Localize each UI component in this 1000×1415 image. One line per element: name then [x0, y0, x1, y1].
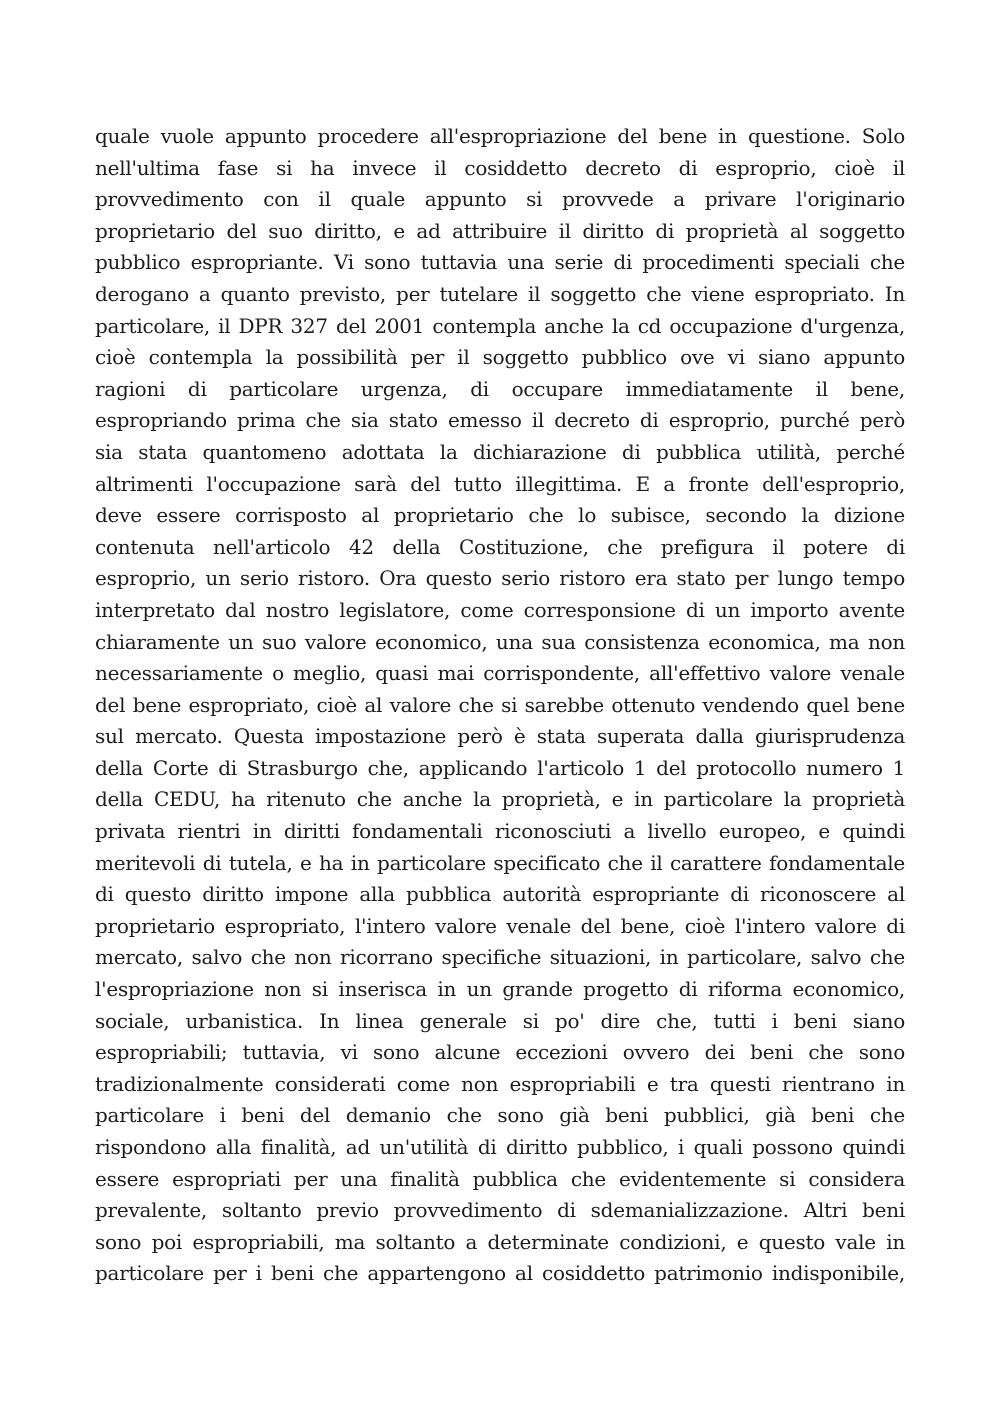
text-line: particolare per i beni che appartengono al cosiddetto patrimonio indisponibile, [95, 1261, 905, 1286]
text-line: privata rientri in diritti fondamentali riconosciuti a livello europeo, e quindi [95, 819, 905, 844]
text-line: deve essere corrisposto al proprietario che lo subisce, secondo la dizione [95, 503, 905, 528]
text-line: espropriabili; tuttavia, vi sono alcune eccezioni ovvero dei beni che sono [95, 1040, 905, 1065]
text-line: interpretato dal nostro legislatore, come corresponsione di un importo avente [95, 597, 905, 622]
text-line: proprietario del suo diritto, e ad attribuire il diritto di proprietà al soggetto [95, 218, 905, 243]
text-line: proprietario espropriato, l'intero valore venale del bene, cioè l'intero valore di [95, 913, 905, 938]
text-line: del bene espropriato, cioè al valore che si sarebbe ottenuto vendendo quel bene [95, 692, 905, 717]
text-line: contenuta nell'articolo 42 della Costituzione, che prefigura il potere di [95, 534, 905, 559]
document-body [95, 121, 905, 1290]
text-line: l'espropriazione non si inserisca in un grande progetto di riforma economico, [95, 977, 905, 1002]
text-line: esproprio, un serio ristoro. Ora questo serio ristoro era stato per lungo tempo [95, 566, 905, 591]
text-line: sul mercato. Questa impostazione però è stata superata dalla giurisprudenza [95, 724, 905, 749]
text-line: sono poi espropriabili, ma soltanto a determinate condizioni, e questo vale in [95, 1229, 905, 1254]
text-line: necessariamente o meglio, quasi mai corrispondente, all'effettivo valore venale [95, 661, 905, 686]
text-line: sociale, urbanistica. In linea generale si po' dire che, tutti i beni siano [95, 1008, 905, 1033]
text-line: essere espropriati per una finalità pubblica che evidentemente si considera [95, 1166, 905, 1191]
text-line: particolare, il DPR 327 del 2001 contempla anche la cd occupazione d'urgenza, [95, 313, 905, 338]
text-line: cioè contempla la possibilità per il soggetto pubblico ove vi siano appunto [95, 345, 905, 370]
text-line: chiaramente un suo valore economico, una sua consistenza economica, ma non [95, 629, 905, 654]
text-line: ragioni di particolare urgenza, di occupare immediatamente il bene, [95, 376, 905, 401]
text-line: quale vuole appunto procedere all'espropriazione del bene in questione. Solo [95, 124, 905, 148]
text-line: prevalente, soltanto previo provvedimento di sdemanializzazione. Altri beni [95, 1198, 905, 1223]
text-line: rispondono alla finalità, ad un'utilità di diritto pubblico, i quali possono quindi [95, 1135, 905, 1159]
text-line: meritevoli di tutela, e ha in particolare specificato che il carattere fondamentale [95, 850, 905, 875]
text-line: della CEDU, ha ritenuto che anche la proprietà, e in particolare la proprietà [95, 787, 905, 812]
text-line: pubblico espropriante. Vi sono tuttavia una serie di procedimenti speciali che [95, 250, 905, 275]
text-line: tradizionalmente considerati come non espropriabili e tra questi rientrano in [95, 1071, 905, 1096]
text-line: espropriando prima che sia stato emesso il decreto di esproprio, purché però [95, 408, 905, 433]
text-line: altrimenti l'occupazione sarà del tutto illegittima. E a fronte dell'esproprio, [95, 471, 905, 496]
text-line: della Corte di Strasburgo che, applicando l'articolo 1 del protocollo numero 1 [95, 755, 905, 780]
text-line: nell'ultima fase si ha invece il cosiddetto decreto di esproprio, cioè il [95, 155, 905, 180]
text-line: mercato, salvo che non ricorrano specifiche situazioni, in particolare, salvo che [95, 945, 905, 970]
text-line: sia stata quantomeno adottata la dichiarazione di pubblica utilità, perché [95, 439, 905, 464]
text-line: derogano a quanto previsto, per tutelare il soggetto che viene espropriato. In [95, 281, 905, 306]
text-line: particolare i beni del demanio che sono già beni pubblici, già beni che [95, 1103, 905, 1128]
text-line: di questo diritto impone alla pubblica autorità espropriante di riconoscere al [95, 882, 905, 907]
text-line: provvedimento con il quale appunto si provvede a privare l'originario [95, 187, 905, 212]
